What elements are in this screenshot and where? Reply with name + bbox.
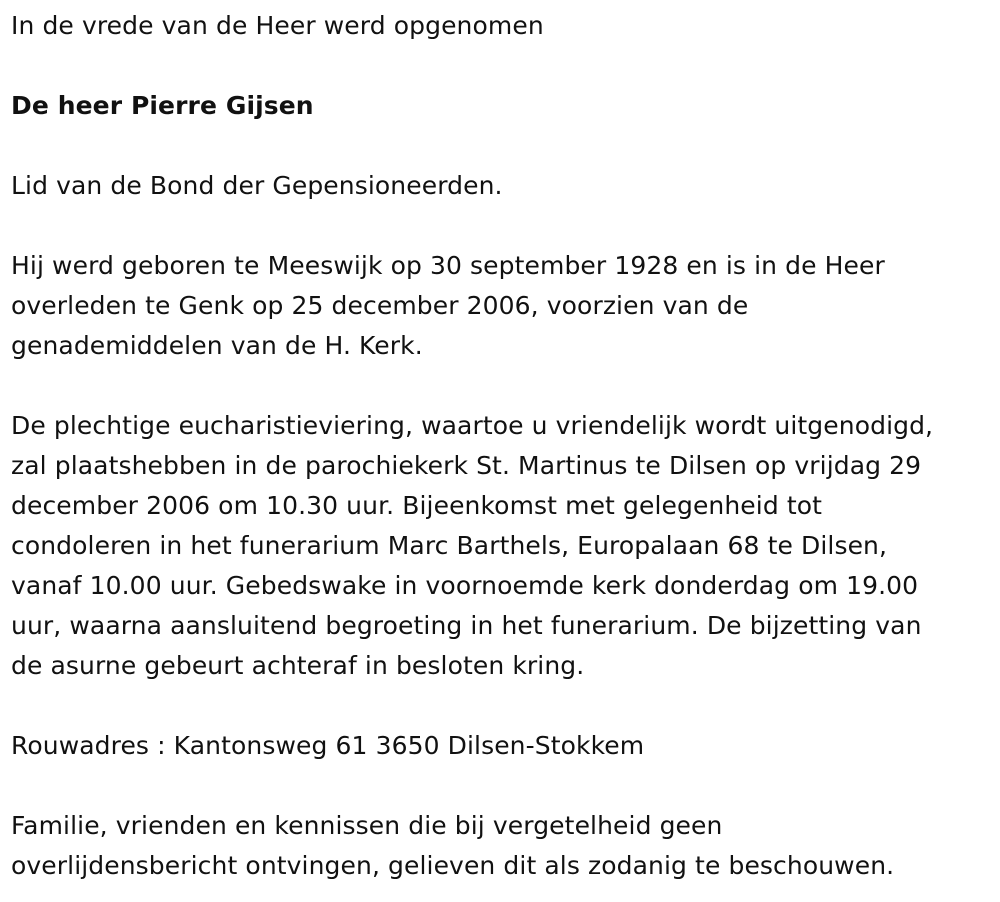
ceremony-line: de asurne gebeurt achteraf in besloten kring. [11,651,585,680]
family-line: overlijdensbericht ontvingen, gelieven dit als zodanig te beschouwen. [11,851,895,880]
ceremony-line: condoleren in het funerarium Marc Barthels, Europalaan 68 te Dilsen, [11,531,888,560]
ceremony-paragraph [11,406,990,686]
family-paragraph [11,806,990,886]
birth-death-line: genademiddelen van de H. Kerk. [11,331,423,360]
ceremony-line: De plechtige eucharistieviering, waartoe u vriendelijk wordt uitgenodigd, [11,411,934,440]
mourning-address: Rouwadres : Kantonsweg 61 3650 Dilsen-Stokkem [11,731,645,760]
intro-text: In de vrede van de Heer werd opgenomen [11,11,544,40]
ceremony-line: zal plaatshebben in de parochiekerk St. Martinus te Dilsen op vrijdag 29 [11,451,922,480]
membership-text: Lid van de Bond der Gepensioneerden. [11,171,503,200]
deceased-name: De heer Pierre Gijsen [11,91,314,120]
ceremony-line: december 2006 om 10.30 uur. Bijeenkomst met gelegenheid tot [11,491,823,520]
birth-death-line: Hij werd geboren te Meeswijk op 30 september 1928 en is in de Heer [11,251,885,280]
ceremony-line: vanaf 10.00 uur. Gebedswake in voornoemde kerk donderdag om 19.00 [11,571,919,600]
birth-death-line: overleden te Genk op 25 december 2006, voorzien van de [11,291,749,320]
birth-death-paragraph [11,246,990,366]
family-line: Familie, vrienden en kennissen die bij vergetelheid geen [11,811,723,840]
ceremony-line: uur, waarna aansluitend begroeting in het funerarium. De bijzetting van [11,611,922,640]
